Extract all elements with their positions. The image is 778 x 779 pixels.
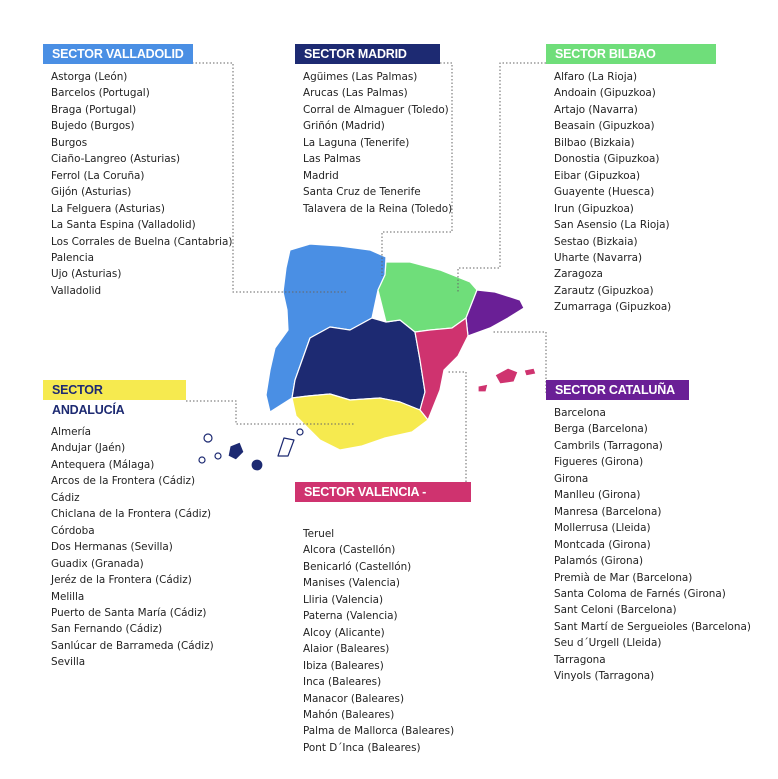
- list-item: Cádiz: [51, 491, 80, 504]
- list-item: Jeréz de la Frontera (Cádiz): [51, 574, 192, 587]
- list-item: Zarautz (Gipuzkoa): [554, 284, 654, 297]
- list-item: Manlleu (Girona): [554, 489, 641, 502]
- list-item: Talavera de la Reina (Toledo): [303, 202, 453, 215]
- list-item: Antequera (Málaga): [51, 458, 155, 471]
- list-item: Montcada (Girona): [554, 538, 651, 551]
- sector-valencia-title: SECTOR VALENCIA - PALMA: [295, 482, 471, 502]
- list-item: Las Palmas: [303, 153, 361, 166]
- sector-valencia: [295, 482, 471, 756]
- sector-cataluna-title: SECTOR CATALUÑA: [546, 380, 689, 400]
- sector-valladolid-list: [43, 69, 232, 299]
- list-item: Eibar (Gipuzkoa): [554, 169, 641, 182]
- list-item: Pont D´Inca (Baleares): [303, 741, 421, 754]
- sector-bilbao-list: [546, 69, 716, 316]
- list-item: Paterna (Valencia): [303, 610, 398, 623]
- list-item: Lliria (Valencia): [303, 593, 383, 606]
- list-item: La Laguna (Tenerife): [303, 136, 410, 149]
- list-item: Sant Celoni (Barcelona): [554, 604, 677, 617]
- sector-valladolid-title: SECTOR VALLADOLID: [43, 44, 193, 64]
- list-item: Palamós (Girona): [554, 555, 644, 568]
- list-item: Manresa (Barcelona): [554, 505, 662, 518]
- list-item: Palencia: [51, 251, 94, 264]
- list-item: Barcelos (Portugal): [51, 87, 150, 100]
- list-item: Guadix (Granada): [51, 557, 144, 570]
- list-item: Vinyols (Tarragona): [554, 670, 655, 683]
- sector-bilbao: [546, 44, 716, 316]
- list-item: Bilbao (Bizkaia): [554, 136, 635, 149]
- list-item: Beasain (Gipuzkoa): [554, 120, 655, 133]
- leader-valencia: [448, 372, 466, 482]
- list-item: Ujo (Asturias): [51, 268, 122, 281]
- list-item: Teruel: [303, 528, 335, 540]
- list-item: Inca (Baleares): [303, 676, 382, 689]
- list-item: Corral de Almaguer (Toledo): [303, 103, 449, 116]
- list-item: San Asensio (La Rioja): [554, 219, 670, 232]
- list-item: Mahón (Baleares): [303, 708, 395, 721]
- list-item: La Santa Espina (Valladolid): [51, 219, 196, 232]
- region-cataluna: [466, 290, 524, 336]
- region-baleares: [495, 368, 518, 384]
- sector-madrid-list: [295, 69, 452, 217]
- sector-bilbao-title: SECTOR BILBAO: [546, 44, 716, 64]
- list-item: Berga (Barcelona): [554, 423, 648, 436]
- list-item: Gijón (Asturias): [51, 186, 132, 199]
- list-item: Ciaño-Langreo (Asturias): [51, 153, 181, 166]
- list-item: Córdoba: [51, 524, 95, 537]
- list-item: Donostia (Gipuzkoa): [554, 153, 660, 166]
- list-item: Figueres (Girona): [554, 456, 644, 469]
- sector-andalucia: [43, 380, 214, 671]
- sector-valladolid: [43, 44, 232, 299]
- sector-andalucia-title: SECTOR ANDALUCÍA: [43, 380, 186, 400]
- list-item: Ibiza (Baleares): [303, 659, 384, 672]
- sector-andalucia-list: [43, 424, 214, 671]
- list-item: Melilla: [51, 590, 85, 603]
- region-valencia: [415, 318, 468, 420]
- list-item: Guayente (Huesca): [554, 186, 655, 199]
- list-item: Uharte (Navarra): [554, 251, 643, 264]
- list-item: Agüimes (Las Palmas): [303, 71, 418, 83]
- list-item: Griñón (Madrid): [303, 120, 385, 133]
- list-item: Alcora (Castellón): [303, 544, 396, 557]
- list-item: Almería: [51, 426, 92, 438]
- sector-cataluna: [546, 380, 751, 685]
- list-item: Sevilla: [51, 656, 86, 669]
- list-item: Braga (Portugal): [51, 103, 137, 116]
- region-canarias: [228, 442, 244, 460]
- list-item: Zumarraga (Gipuzkoa): [554, 301, 672, 314]
- list-item: Cambrils (Tarragona): [554, 439, 663, 452]
- list-item: Arucas (Las Palmas): [303, 87, 408, 100]
- list-item: Bujedo (Burgos): [51, 120, 135, 133]
- list-item: Burgos: [51, 136, 88, 149]
- list-item: Arcos de la Frontera (Cádiz): [51, 475, 196, 488]
- list-item: Mollerrusa (Lleida): [554, 522, 651, 535]
- list-item: Alcoy (Alicante): [303, 626, 385, 639]
- list-item: Sanlúcar de Barrameda (Cádiz): [51, 639, 214, 652]
- list-item: Alfaro (La Rioja): [554, 71, 638, 83]
- list-item: Chiclana de la Frontera (Cádiz): [51, 508, 212, 521]
- list-item: Alaior (Baleares): [303, 643, 390, 656]
- list-item: Girona: [554, 472, 589, 485]
- list-item: Tarragona: [554, 653, 606, 666]
- list-item: Andujar (Jaén): [51, 442, 126, 455]
- sector-valencia-list: [295, 526, 471, 756]
- list-item: Puerto de Santa María (Cádiz): [51, 606, 207, 619]
- list-item: Benicarló (Castellón): [303, 560, 412, 573]
- list-item: Zaragoza: [554, 268, 603, 281]
- list-item: Seu d´Urgell (Lleida): [554, 637, 662, 650]
- list-item: Artajo (Navarra): [554, 103, 638, 116]
- list-item: San Fernando (Cádiz): [51, 623, 163, 636]
- list-item: Los Corrales de Buelna (Cantabria): [51, 235, 233, 248]
- list-item: Sestao (Bizkaia): [554, 235, 638, 248]
- list-item: Manises (Valencia): [303, 577, 400, 590]
- list-item: Premià de Mar (Barcelona): [554, 571, 693, 584]
- list-item: Santa Coloma de Farnés (Girona): [554, 587, 726, 600]
- list-item: Santa Cruz de Tenerife: [303, 186, 421, 199]
- sector-madrid: [295, 44, 452, 217]
- list-item: La Felguera (Asturias): [51, 202, 165, 215]
- list-item: Valladolid: [51, 284, 102, 297]
- list-item: Sant Martí de Sergueioles (Barcelona): [554, 620, 751, 633]
- list-item: Andoain (Gipuzkoa): [554, 87, 656, 100]
- list-item: Barcelona: [554, 407, 606, 419]
- sector-cataluna-list: [546, 405, 751, 685]
- list-item: Manacor (Baleares): [303, 692, 405, 705]
- list-item: Ferrol (La Coruña): [51, 169, 145, 182]
- list-item: Dos Hermanas (Sevilla): [51, 541, 173, 554]
- leader-bilbao: [458, 63, 546, 292]
- list-item: Palma de Mallorca (Baleares): [303, 725, 455, 738]
- list-item: Madrid: [303, 169, 339, 182]
- list-item: Astorga (León): [51, 71, 128, 83]
- sector-madrid-title: SECTOR MADRID: [295, 44, 440, 64]
- list-item: Irun (Gipuzkoa): [554, 202, 634, 215]
